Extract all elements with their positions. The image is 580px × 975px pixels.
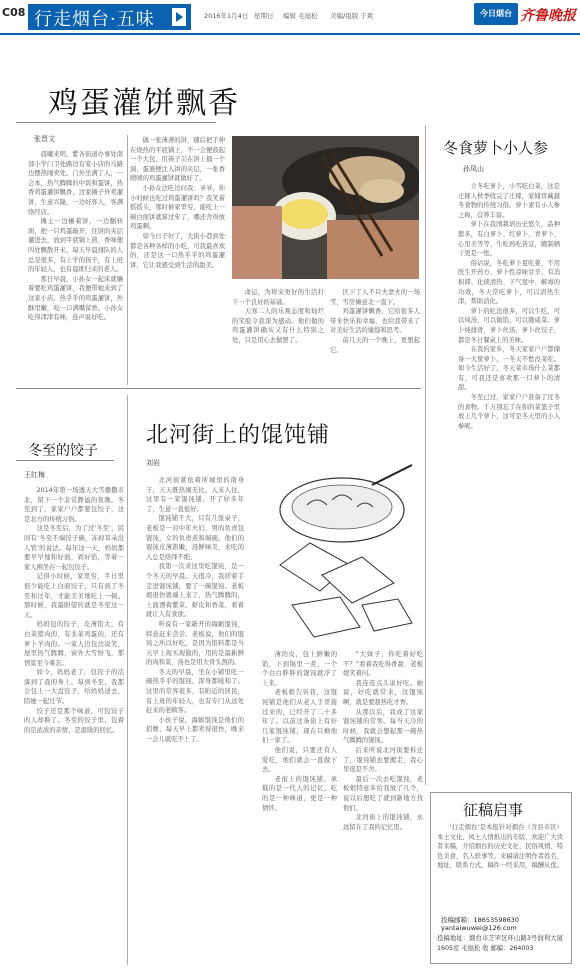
article-title-radish: 冬食萝卜小人参 [443, 139, 549, 157]
article-title-wonton-shop: 北河街上的馄饨铺 [146, 423, 331, 448]
page-header [0, 0, 580, 34]
article-body-dumplings: 2014年第一场透天大雪播撒市北，留下一个非常静谧的夜晚。冬至到了，家家户户都要包饺子，这是北方的传统习俗。 这是冬至后，为了过‘冬至’，民间有‘冬至不端饺子碗，冻掉耳朵没人管’的说法。每年这一天，妈妈都要早早地和好面，剁好馅，等着一家人围坐在一起包饺子。 记得小时候，家里穷，平日里很少能吃上白面饺子，只有到了冬至和过年，才能美美地吃上一顿。那时候，我最盼望的就是冬至这一天。 妈妈包的饺子，皮薄馅大，有白菜猪肉的，有韭菜鸡蛋的，还有萝卜羊肉的。一家人边包边说笑，屋里热气腾腾，窗外大雪纷飞，那情景至今难忘。 如今，妈妈老了，包饺子的活落到了我的身上。每到冬至，我都会包上一大盘饺子，给妈妈送去，陪她一起过节。 饺子还是那个味道，可包饺子的人却换了。冬至的饺子里，包着的是浓浓的亲情，是温暖的回忆。 [24, 487, 124, 734]
notice-email-line: 投稿邮箱：18653598630 [441, 916, 519, 924]
brand-logo-jinri: 今日烟台 [474, 3, 518, 25]
article-body-col-2: 做一张薄薄的饼，随后把手伸在烧热的平底锅上，不一会便鼓起一个大包，用筷子尖在饼上捅一个洞，蛋液便注入饼的夹层，一张香喷喷的鸡蛋灌饼就做好了。 小孙女边吃边问我：爷爷，你小时候也吃过鸡蛋灌饼吗？我笑着摇摇头，那时候家里穷，能吃上一顿白面饼就算过年了，哪还舍得放鸡蛋啊。 如今日子好了，大街小巷到处都是各种各样的小吃，可我最喜欢的，还是这一口热乎乎的鸡蛋灌饼，它让我感受到生活的甜美。 [130, 137, 225, 269]
title-underline [16, 460, 114, 461]
article-author: 王红梅 [24, 471, 45, 479]
article-body-col-4: 区下了人不只夫妻夫的一场雪，雪房摊意北一直下。 鸡蛋灌饼飘香，它给很多人带来快乐和幸福，也给我带来了对美好生活的憧憬和思考。 前几天的一个晚上，更想起它。 [330, 289, 420, 354]
editor-credit: 编辑 毛旭松 [283, 12, 318, 20]
column-divider [425, 125, 426, 785]
column-divider [127, 135, 128, 385]
article-body-wonton-col-3: “大妹子，你吃着好吃不？”看着我吃得香甜，老板娘笑着问。 我连连点头说好吃。她说，好吃就常来，这馄饨啊，就是要趁热吃才香。 从那以后，我成了这家馄饨铺的常客。每当天冷的时候，我就会想起那一碗热气腾腾的馄饨。 后来听说北河街要拆迁了，馄饨铺也要搬走，我心里很是不舍。 最后一次去吃馄饨，老板娘特意多给我放了几个，说以后想吃了就到新地方找他们。 北河街上的馄饨铺，永远留在了我的记忆里。 [343, 651, 423, 831]
column-divider [127, 395, 128, 965]
brand-logo-qilu: 齐鲁晚报 [520, 8, 576, 24]
section-rule [16, 388, 421, 389]
email-link[interactable]: 18653598630 [473, 916, 519, 924]
header-rule [0, 33, 580, 35]
notice-title: 征稿启事 [463, 801, 524, 819]
play-arrow-icon [172, 8, 186, 26]
article-author: 孙凤山 [463, 165, 484, 173]
section-title: 行走烟台·五味 [34, 9, 155, 30]
article-body-wonton-col-1: 北河街紧依着所城里的南身子，天天既热闹无比，人来人往，这里有一家馄饨铺，开了好多年了，生意一直很好。 馄饨铺不大，只有几张桌子，老板是一对中年夫妇，男的负责包馄饨，女的负责煮和端碗。他们的馄饨皮薄馅嫩，汤鲜味美，来吃的人总是络绎不绝。 我第一次来这里吃馄饨，是一个冬天的早晨。天很冷，我搓着手走进馄饨铺，要了一碗馄饨。老板娘很快就端上来了，热气腾腾的，上面漂着紫菜、虾皮和香菜，看着就让人有食欲。 听说有一家新开的海蛎馄饨，特意赶来尝尝。老板说，他们的馄饨之所以好吃，是因为馅料都是当天早上现买现做的，用的是最新鲜的肉和菜，汤也是用大骨头熬的。 冬天的早晨，坐在小铺里吃一碗热乎乎的馄饨，浑身都暖和了。这里的常客很多，有附近的居民，有上班的年轻人，也有专门从远处赶来的老顾客。 小伙子说，海蛎馄饨是他们的招牌，每天早上都卖得很快，晚来一会儿就吃不上了。 [146, 477, 244, 744]
designer-credit: 美编/组版 于爽 [330, 12, 374, 20]
article-body-radish: 立冬吃萝卜，小雪吃白菜，这是庄稼人秋季收完了庄稼，家储窖藏越冬食物的传统习俗。萝卜素有小人参之称，营养丰富。 萝卜在我国栽培历史悠久，品种繁多，有白萝卜、红萝卜、青萝卜、心里美等等，生吃熟吃皆宜，腌制晒干更是一绝。 俗话说，冬吃萝卜夏吃姜，不用医生开药方。萝卜性凉味甘辛，有消积滞、化痰清热、下气宽中、解毒的功效，冬天常吃萝卜，可以清热生津，帮助消化。 萝卜的吃法很多，可以生吃，可以炖汤，可以做馅，可以腌咸菜。萝卜炖排骨，萝卜丝汤，萝卜丝饺子，都是冬日餐桌上的美味。 在我的家乡，冬天家家户户都储备一大筐萝卜，一冬天不愁没菜吃。如今生活好了，冬天菜市场什么菜都有，可我还是喜欢那一口萝卜的清甜。 冬至已过，家家户户准备了过冬的食物。千万别忘了在你的菜篮子里放上几个萝卜，这可是冬天里的小人参呢。 [458, 183, 560, 430]
page-number: C08 [2, 6, 26, 19]
article-author: 张晋文 [34, 135, 55, 143]
email-link-2[interactable]: yantaiwuwei@126.com [441, 924, 517, 932]
issue-weekday: 星期日 [254, 12, 274, 20]
article-body-col-3: 命运，为将来更好的生活打下一个良好的基础。 天寒二人的乐观态度和灿烂的笑脸令我深为感动。他们做的鸡蛋灌饼确实又有什么特别之处，只是用心去做罢了。 [232, 289, 324, 344]
article-title-dumplings: 冬至的饺子 [28, 443, 98, 459]
article-title-egg-pancake: 鸡蛋灌饼飘香 [48, 86, 240, 121]
title-underline [16, 122, 216, 123]
call-for-submissions-box [430, 792, 572, 964]
notice-address: 投稿地址：烟台市芝罘区环山路3号润利大厦1605室 毛旭松 收 邮编：264003 [437, 935, 563, 952]
notice-body: ‘行走烟台’是本报针对烟台（含县市区）本土文化、风土人情推出的专版，欢迎广大读者来稿，介绍烟台的历史文化、民俗风情、特色美食、名人轶事等。来稿请注明作者姓名、地址、联系方式，稿件一经采用，稿酬从优。 [437, 824, 563, 870]
article-body-col-1: 晨曦来明，紫各街道办事处南部小学门卫处路边有家小店的马路边摆热闹卖处。门外坐满了人，一会本，热气腾腾的中饭和蛋饼，热香鸡蛋灌饼飘香，这家摊子外卖灌饼，生意兴隆，一边好客人，客满络经店。 摊主一边摊着饼，一边翻转面，把一只鸡蛋敲开，往饼的夹层灌进去，放到平底锅上煎，香味便四处飘散开来，每天早晨排队的人总是很多，有上学的孩子，有上班的年轻人，也有晨练归来的老人。 那日早晨，小孙女一起床就嚷着要吃鸡蛋灌饼，我便带她来到了这家小店。热乎乎的鸡蛋灌饼，外酥里嫩，咬一口满嘴留香。小孙女吃得津津有味，连声说好吃。 [28, 151, 123, 322]
egg-pancake-photo [232, 136, 419, 279]
wonton-illustration [262, 455, 422, 645]
issue-date: 2016年1月4日 [204, 12, 249, 20]
article-author: 刘岩 [146, 459, 160, 467]
article-body-wonton-col-2: 薄的皮，包上鲜嫩的馅，下到锅里一煮，一个个白白胖胖的馄饨就浮了上来。 老板娘告诉我，这馄饨铺是他们从老人手里接过来的，已经开了二十多年了。以前这条街上有好几家馄饨铺，现在只剩他们一家了。 他们说，只要还有人爱吃，他们就会一直做下去。 老街上的馄饨铺，承载的是一代人的记忆，吃的是一种味道，更是一种情怀。 [262, 651, 337, 812]
